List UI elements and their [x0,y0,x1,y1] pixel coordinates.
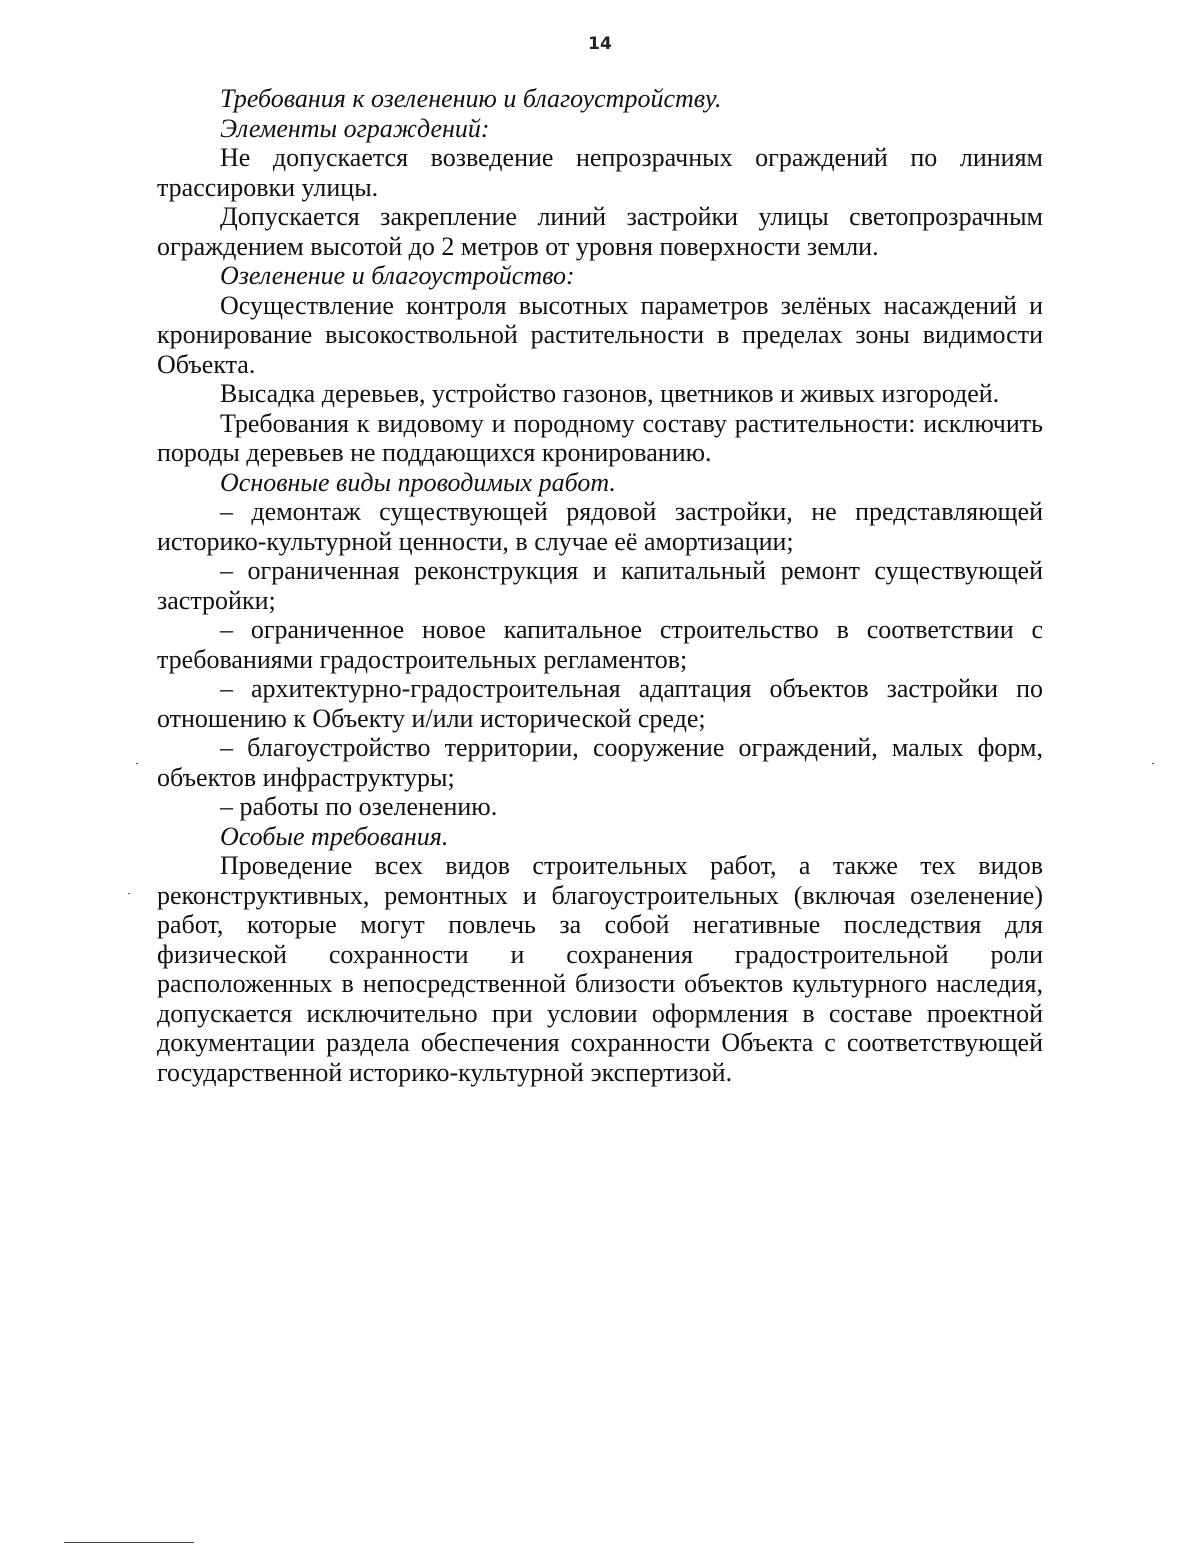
subheading-special-requirements: Особые требования. [220,821,449,851]
paragraph-species-requirements: Требования к видовому и породному составу растительности: исключить породы деревьев не поддающихся кронированию. [157,408,1043,467]
document-body [157,84,1043,1087]
footer-rule [64,1542,194,1543]
paragraph-height-control: Осуществление контроля высотных параметров зелёных насаждений и кронирование высокоствольной растительности в пределах зоны видимости Объекта. [157,290,1043,379]
scan-dot-left [136,763,138,764]
subheading-greening: Озеленение и благоустройство: [220,261,575,290]
scan-dot-right [1152,763,1154,764]
list-item-improvement: – благоустройство территории, сооружение ограждений, малых форм, объектов инфраструктуры; [157,733,1043,792]
heading-landscaping-requirements: Требования к озеленению и благоустройству. [220,84,722,113]
paragraph-special-requirements: Проведение всех видов строительных работ, а также тех видов реконструктивных, ремонтных и благоустроительных (включая озеленение) работ, которые могут повлечь за собой негативные последствия для физической сохранности и сохранения градостроительной роли расположенных в непосредственной близости объектов культурного наследия, допускается исключительно при условии оформления в составе проектной документации раздела обеспечения сохранности Объекта с соответствующей государственной историко-культурной экспертизой. [157,851,1043,1087]
list-item-greening-works: – работы по озеленению. [220,792,498,821]
subheading-main-works: Основные виды проводимых работ. [220,467,616,497]
paragraph-planting: Высадка деревьев, устройство газонов, цветников и живых изгородей. [220,379,1000,408]
list-item-demolition: – демонтаж существующей рядовой застройки, не представляющей историко-культурной ценности, в случае её амортизации; [157,497,1043,556]
list-item-reconstruction: – ограниченная реконструкция и капитальный ремонт существующей застройки; [157,556,1043,615]
page-number: 14 [588,34,612,54]
scan-dot-left-lower [128,893,130,894]
paragraph-opaque-fences: Не допускается возведение непрозрачных ограждений по линиям трассировки улицы. [157,143,1043,202]
paragraph-transparent-fences: Допускается закрепление линий застройки улицы светопрозрачным ограждением высотой до 2 метров от уровня поверхности земли. [157,202,1043,261]
subheading-fence-elements: Элементы ограждений: [220,113,490,143]
list-item-new-construction: – ограниченное новое капитальное строительство в соответствии с требованиями градостроительных регламентов; [157,615,1043,674]
list-item-adaptation: – архитектурно-градостроительная адаптация объектов застройки по отношению к Объекту и/или исторической среде; [157,674,1043,733]
